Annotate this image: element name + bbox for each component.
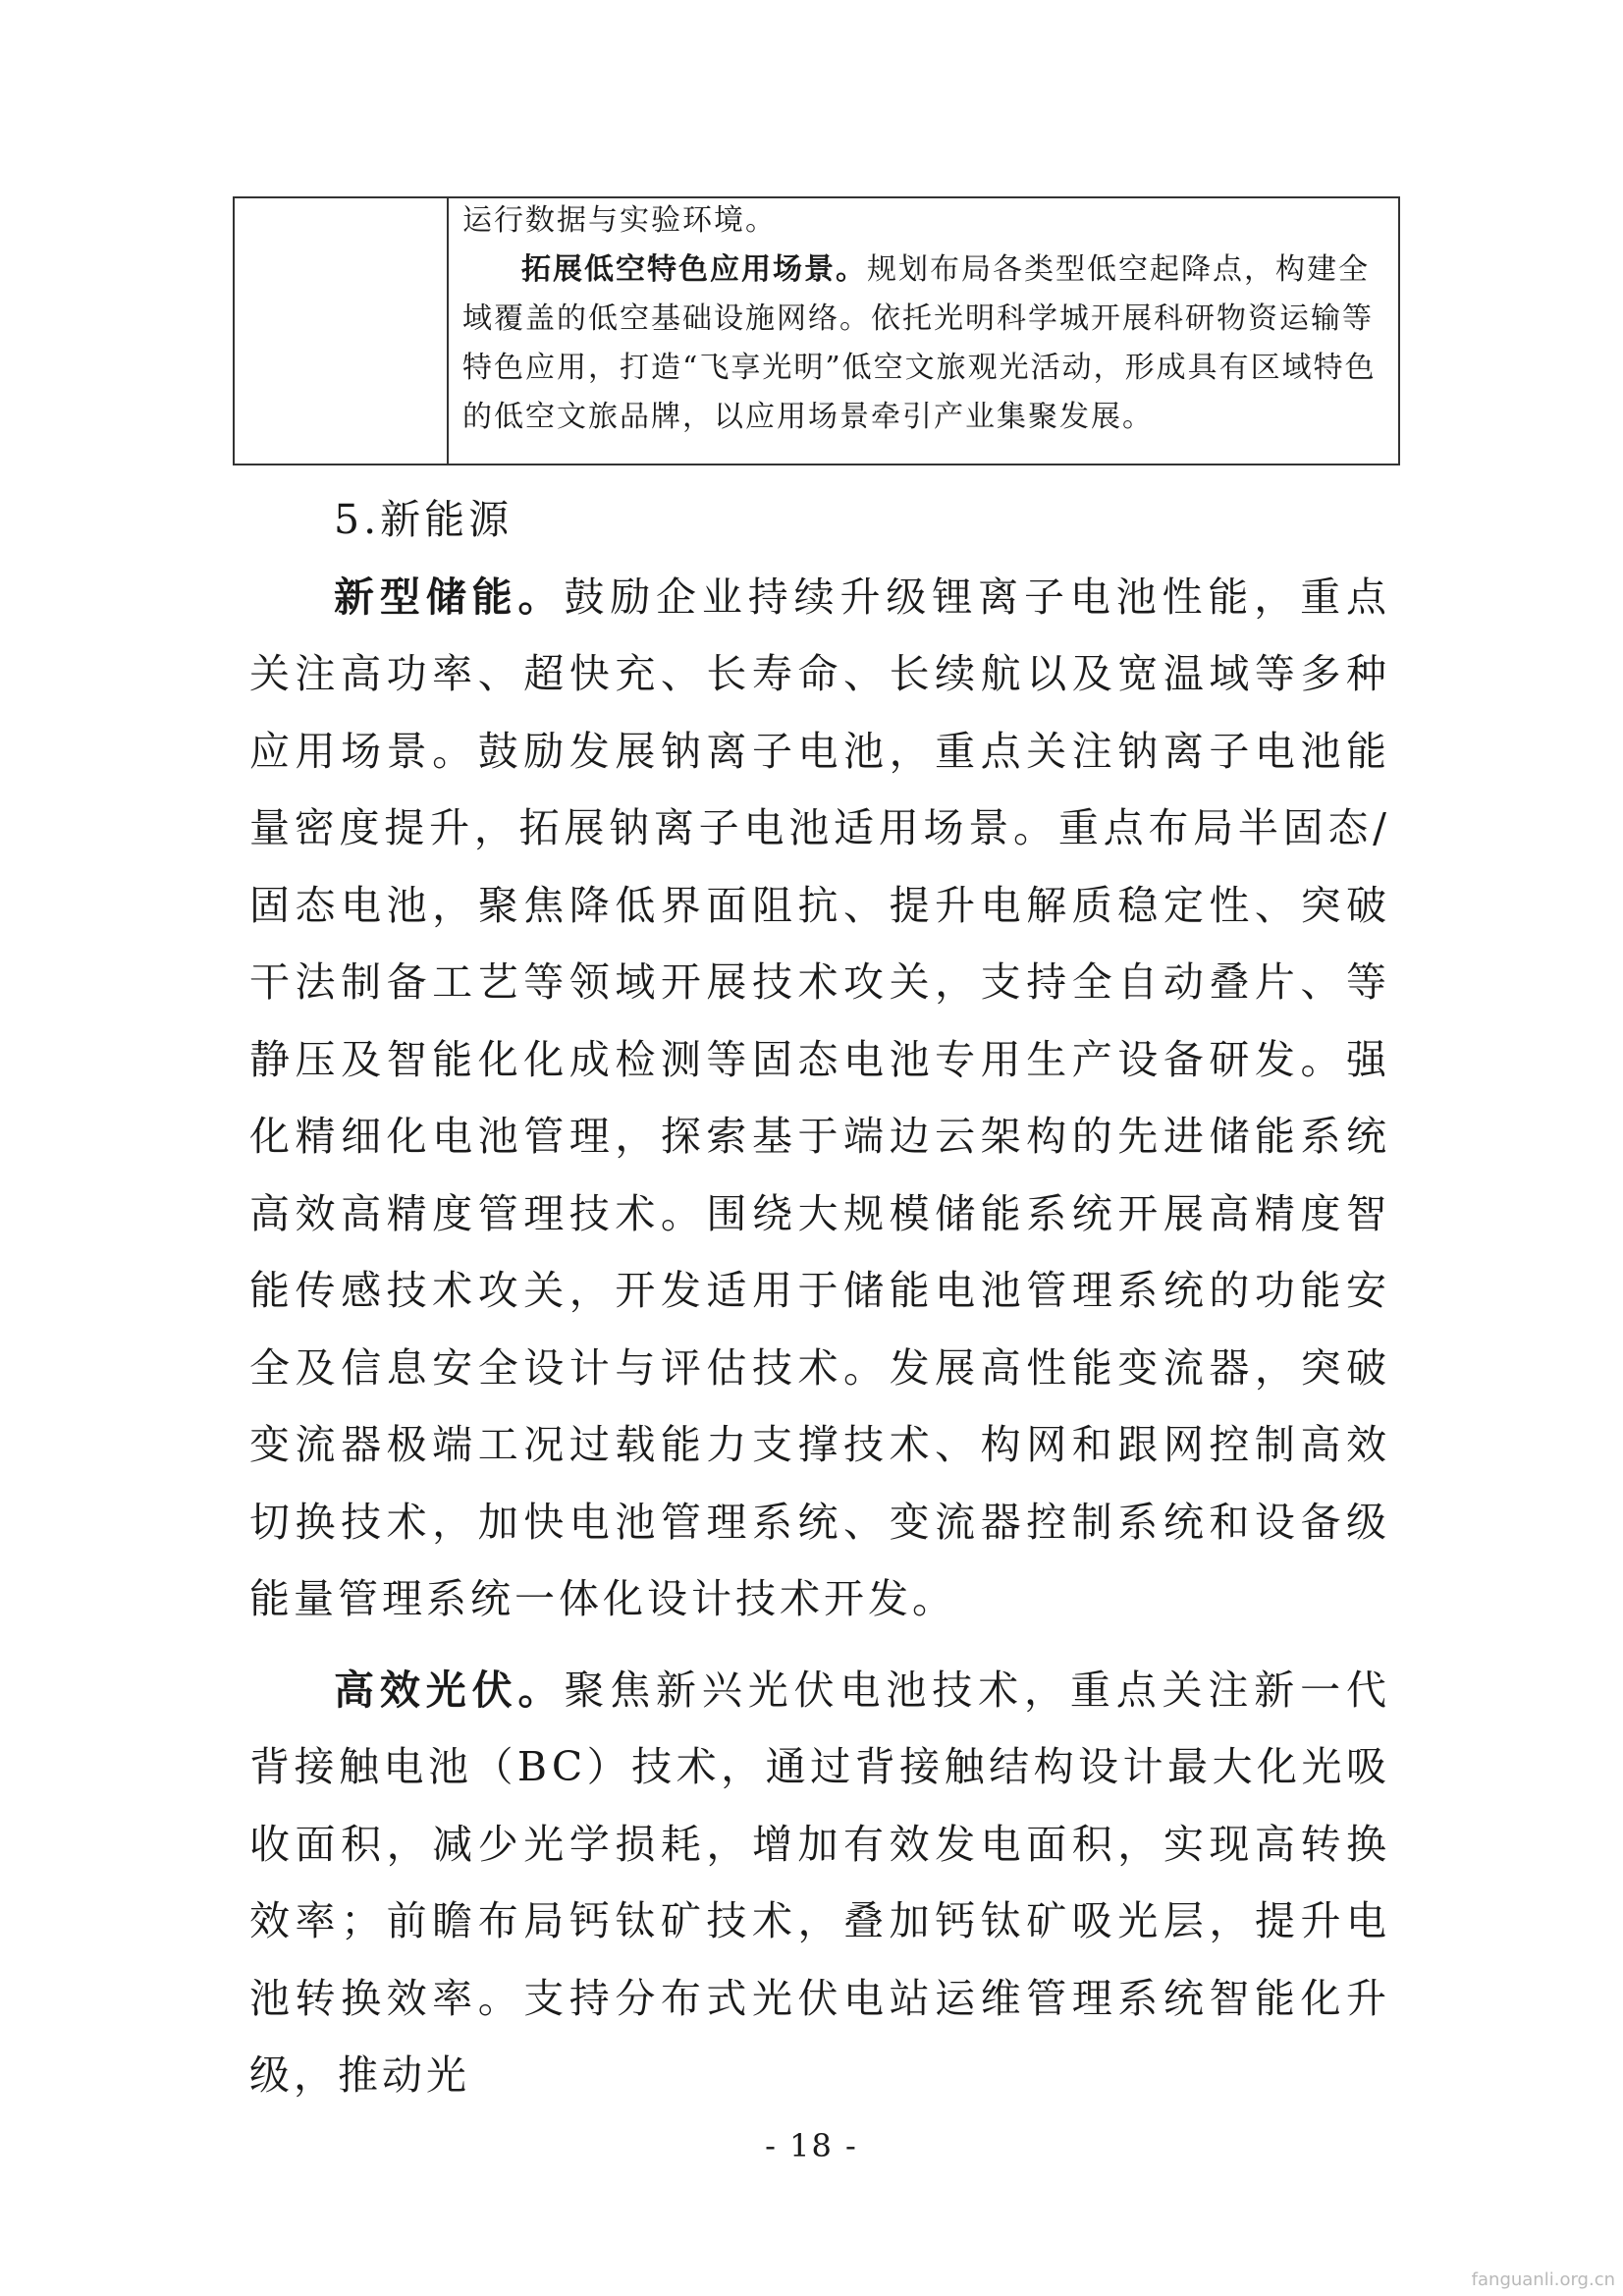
paragraph-lead: 高效光伏。 <box>334 1666 565 1714</box>
paragraph-text: 鼓励企业持续升级锂离子电池性能，重点关注高功率、超快充、长寿命、长续航以及宽温域等多种应用场景。鼓励发展钠离子电池，重点关注钠离子电池能量密度提升，拓展钠离子电池适用场景。重点布局半固态/固态电池，聚焦降低界面阻抗、提升电解质稳定性、突破干法制备工艺等领域开展技术攻关，支持全自动叠片、等静压及智能化化成检测等固态电池专用生产设备研发。强化精细化电池管理，探索基于端边云架构的先进储能系统高效高精度管理技术。围绕大规模储能系统开展高精度智能传感技术攻关，开发适用于储能电池管理系统的功能安全及信息安全设计与评估技术。发展高性能变流器，突破变流器极端工况过载能力支撑技术、构网和跟网控制高效切换技术，加快电池管理系统、变流器控制系统和设备级能量管理系统一体化设计技术开发。 <box>249 573 1391 1622</box>
body-text <box>249 481 1390 2114</box>
paragraph-new-energy-storage <box>249 559 1390 1638</box>
table-left-cell <box>235 198 449 464</box>
paragraph-lead: 新型储能。 <box>334 573 565 621</box>
watermark: fanguanli.org.cn <box>1471 2269 1615 2290</box>
table-right-cell <box>449 198 1398 464</box>
table-cell-text: 规划布局各类型低空起降点，构建全域覆盖的低空基础设施网络。依托光明科学城开展科研物资运输等特色应用，打造“飞享光明”低空文旅观光活动，形成具有区域特色的低空文旅品牌，以应用场景牵引产业集聚发展。 <box>462 252 1377 434</box>
section-heading: 5.新能源 <box>334 496 514 543</box>
paragraph-efficient-pv <box>249 1652 1390 2114</box>
table-cell-heading: 拓展低空特色应用场景。 <box>521 252 867 287</box>
table-cell-line: 运行数据与实验环境。 <box>462 203 777 238</box>
table-cell-paragraph <box>462 246 1382 442</box>
table-continuation <box>233 196 1400 465</box>
paragraph-text: 聚焦新兴光伏电池技术，重点关注新一代背接触电池（BC）技术，通过背接触结构设计最大化光吸收面积，减少光学损耗，增加有效发电面积，实现高转换效率；前瞻布局钙钛矿技术，叠加钙钛矿吸光层，提升电池转换效率。支持分布式光伏电站运维管理系统智能化升级，推动光 <box>249 1666 1391 2099</box>
page-number: - 18 - <box>765 2127 858 2164</box>
